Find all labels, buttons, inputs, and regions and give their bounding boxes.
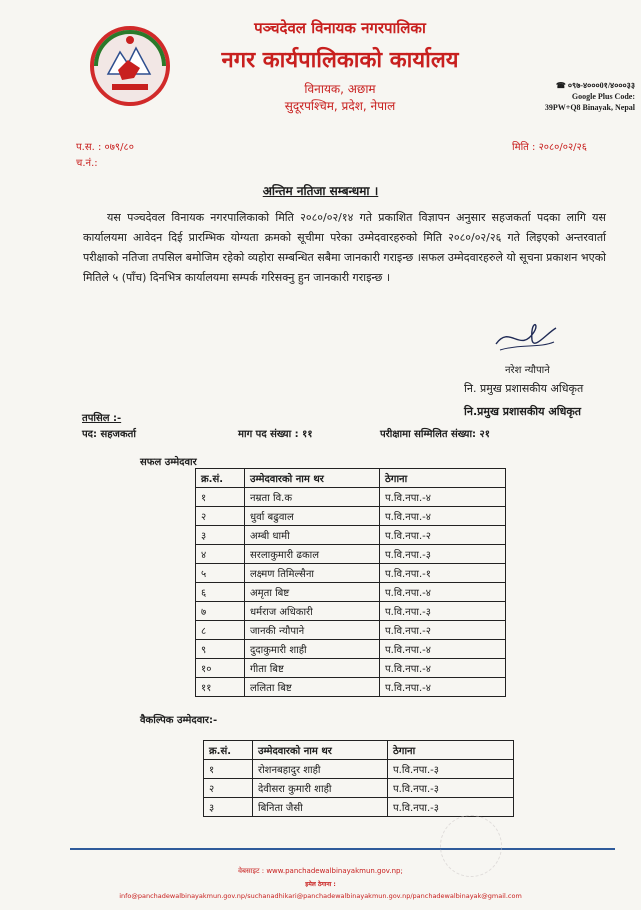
address-cell: प.वि.नपा.-३ <box>380 602 506 621</box>
signatory-stamp-title: नि.प्रमुख प्रशासकीय अधिकृत <box>464 405 582 418</box>
name-cell: गीता बिष्ट <box>245 659 380 678</box>
table-row <box>196 545 506 564</box>
footer-divider <box>70 848 615 850</box>
column-header: क्र.सं. <box>204 741 253 760</box>
signature-icon <box>490 314 560 358</box>
serial-cell: ९ <box>196 640 245 659</box>
letter-date: मिति : २०८०/०२/२६ <box>512 142 587 153</box>
address-cell: प.वि.नपा.-४ <box>380 659 506 678</box>
subject <box>0 182 641 199</box>
column-header: उम्मेदवारको नाम थर <box>253 741 388 760</box>
table-row <box>196 602 506 621</box>
serial-cell: ८ <box>196 621 245 640</box>
footer-website: वेबसाइट : www.panchadewalbinayakmun.gov.np; <box>238 867 403 875</box>
name-cell: देवीसरा कुमारी शाही <box>253 779 388 798</box>
alternate-heading: वैकल्पिक उम्मेदवार:- <box>140 715 218 726</box>
name-cell: ललिता बिष्ट <box>245 678 380 697</box>
footer-emails: info@panchadewalbinayakmun.gov.np/suchanadhikari@panchadewalbinayakmun.gov.np/panchadewalbinayak@gmail.com <box>119 892 522 900</box>
serial-cell: ४ <box>196 545 245 564</box>
address-cell: प.वि.नपा.-२ <box>380 621 506 640</box>
name-cell: धर्मराज अधिकारी <box>245 602 380 621</box>
footer-email-label: इमेल ठेगाना : <box>305 881 336 888</box>
signatory-name: नरेश न्यौपाने <box>505 365 550 376</box>
table-header-row <box>204 741 514 760</box>
table-row <box>204 760 514 779</box>
name-cell: दुदाकुमारी शाही <box>245 640 380 659</box>
participant-count: परीक्षामा सम्मिलित संख्या: २१ <box>380 429 490 440</box>
table-row <box>196 526 506 545</box>
post-label: पद: सहजकर्ता <box>82 429 136 440</box>
table-row <box>196 488 506 507</box>
serial-cell: २ <box>196 507 245 526</box>
name-cell: अमृता बिष्ट <box>245 583 380 602</box>
serial-cell: ११ <box>196 678 245 697</box>
office-location: विनायक, अछाम <box>304 82 376 96</box>
dispatch-number: च.नं.: <box>76 158 98 169</box>
demand-count: माग पद संख्या : ११ <box>238 429 313 440</box>
name-cell: नम्रता वि.क <box>245 488 380 507</box>
table-row <box>196 621 506 640</box>
name-cell: जानकी न्यौपाने <box>245 621 380 640</box>
table-row <box>196 564 506 583</box>
municipality-name: पञ्चदेवल विनायक नगरपालिका <box>254 19 426 37</box>
office-province: सुदूरपश्चिम, प्रदेश, नेपाल <box>284 99 396 113</box>
successful-heading: सफल उम्मेदवार <box>140 457 197 468</box>
serial-cell: १ <box>196 488 245 507</box>
plus-code: 39PW+Q8 Binayak, Nepal <box>544 103 635 112</box>
serial-cell: ६ <box>196 583 245 602</box>
table-row <box>196 583 506 602</box>
alternate-table <box>203 740 514 817</box>
notice-body: यस पञ्चदेवल विनायक नगरपालिकाको मिति २०८०/०२/१४ गते प्रकाशित विज्ञापन अनुसार सहजकर्ता पदका लागि यस कार्यालयमा आवेदन दिई प्रारम्भिक योग्यता क्रमको सूचीमा परेका उम्मेदवारहरुको मिति २०८०/०२/२६ गते लिइएको अन्तरवार्ता परीक्षाको नतिजा तपसिल बमोजिम रहेको व्यहोरा सम्बन्धित सबैमा जानकारी गराइन्छ ।सफल उम्मेदवारहरुले यो सूचना प्रकाशन भएको मितिले ५ (पाँच) दिनभित्र कार्यालयमा सम्पर्क गरिसक्नु हुन जानकारी गराइन्छ । <box>83 211 606 284</box>
tapasil-label: तपसिल :- <box>82 413 122 424</box>
serial-cell: १ <box>204 760 253 779</box>
address-cell: प.वि.नपा.-४ <box>380 507 506 526</box>
signatory-title: नि. प्रमुख प्रशासकीय अधिकृत <box>464 382 584 395</box>
address-cell: प.वि.नपा.-४ <box>380 640 506 659</box>
serial-cell: ३ <box>204 798 253 817</box>
serial-cell: २ <box>204 779 253 798</box>
reference-number: प.स. : ०७९/८० <box>76 142 134 153</box>
name-cell: रोशनबहादुर शाही <box>253 760 388 779</box>
name-cell: लक्ष्मण तिमिल्सैना <box>245 564 380 583</box>
address-cell: प.वि.नपा.-३ <box>388 760 514 779</box>
column-header: ठेगाना <box>388 741 514 760</box>
table-row <box>196 507 506 526</box>
office-name: नगर कार्यपालिकाको कार्यालय <box>221 48 459 73</box>
nepal-emblem-icon <box>88 24 172 108</box>
subject-text: अन्तिम नतिजा सम्बन्धमा । <box>262 184 379 198</box>
serial-cell: ३ <box>196 526 245 545</box>
contact-block <box>505 80 635 113</box>
table-row <box>196 640 506 659</box>
phone-number: ☎ ०९७-४०००0१/४०००३३ <box>555 81 635 90</box>
column-header: क्र.सं. <box>196 469 245 488</box>
address-cell: प.वि.नपा.-४ <box>380 678 506 697</box>
serial-cell: ५ <box>196 564 245 583</box>
address-cell: प.वि.नपा.-२ <box>380 526 506 545</box>
table-row <box>196 659 506 678</box>
name-cell: अम्बी धामी <box>245 526 380 545</box>
table-row <box>196 678 506 697</box>
address-cell: प.वि.नपा.-१ <box>380 564 506 583</box>
table-header-row <box>196 469 506 488</box>
column-header: ठेगाना <box>380 469 506 488</box>
address-cell: प.वि.नपा.-४ <box>380 583 506 602</box>
address-cell: प.वि.नपा.-३ <box>388 779 514 798</box>
address-cell: प.वि.नपा.-४ <box>380 488 506 507</box>
name-cell: सरलाकुमारी ढकाल <box>245 545 380 564</box>
plus-code-label: Google Plus Code: <box>571 92 635 101</box>
serial-cell: ७ <box>196 602 245 621</box>
address-cell: प.वि.नपा.-३ <box>388 798 514 817</box>
column-header: उम्मेदवारको नाम थर <box>245 469 380 488</box>
table-row <box>204 779 514 798</box>
name-cell: बिनिता जैसी <box>253 798 388 817</box>
serial-cell: १० <box>196 659 245 678</box>
address-cell: प.वि.नपा.-३ <box>380 545 506 564</box>
name-cell: धुर्वा बढुवाल <box>245 507 380 526</box>
table-row <box>204 798 514 817</box>
successful-table <box>195 468 506 697</box>
